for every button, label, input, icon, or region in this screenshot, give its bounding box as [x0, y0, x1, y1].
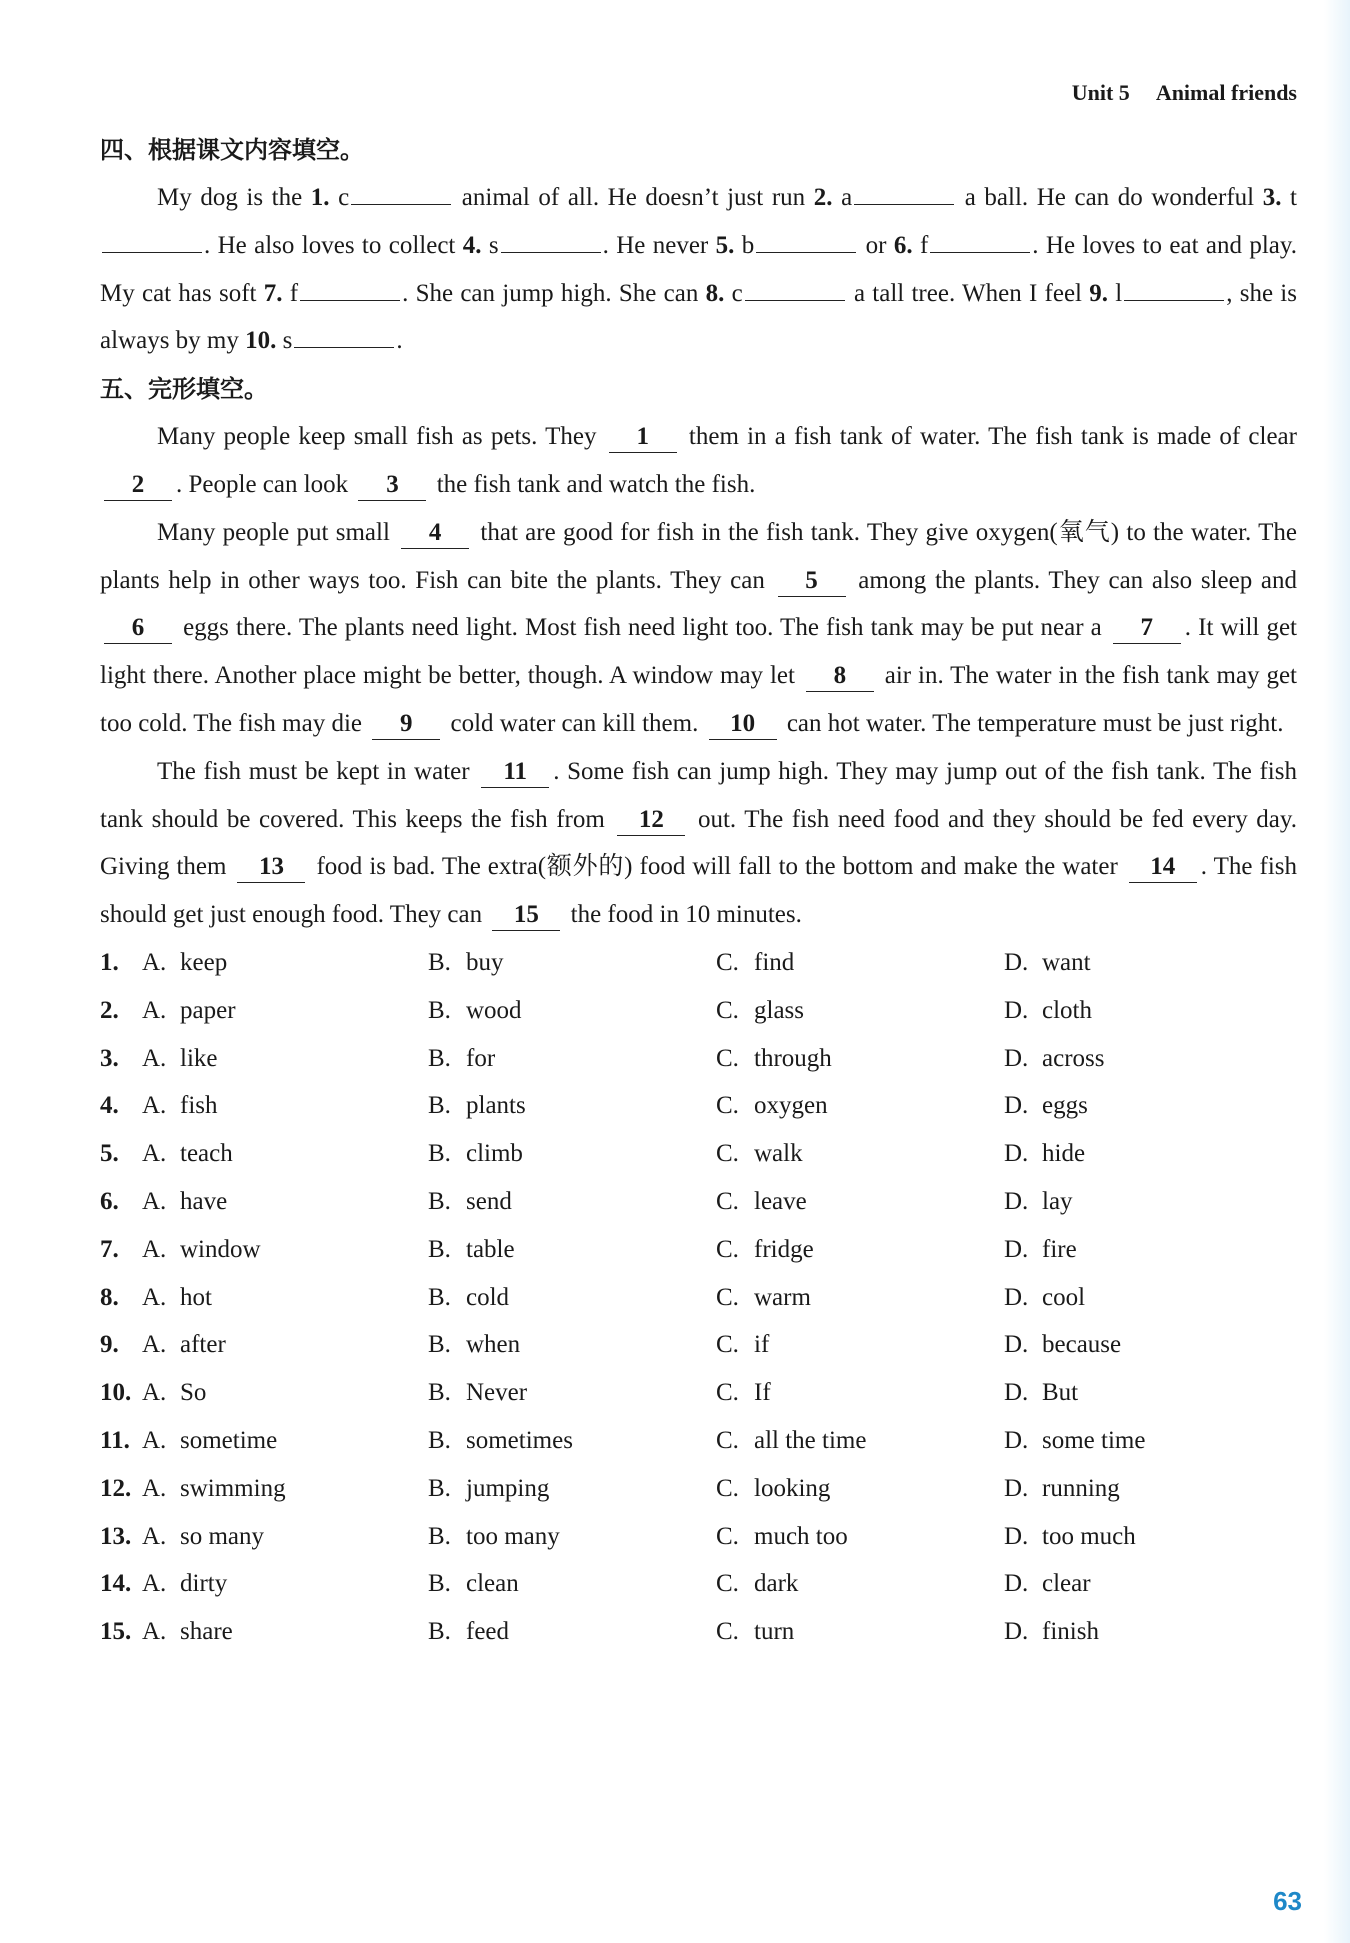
blank-number: 2.: [813, 184, 833, 211]
option-c[interactable]: [716, 939, 1004, 987]
option-b[interactable]: [428, 1082, 716, 1130]
option-c[interactable]: [716, 1321, 1004, 1369]
option-letter: A.: [142, 948, 167, 976]
option-d[interactable]: [1004, 1608, 1284, 1656]
option-letter: D.: [1004, 1140, 1029, 1168]
question-row: [100, 1035, 1297, 1083]
option-b[interactable]: [428, 1321, 716, 1369]
cloze-blank[interactable]: 5: [778, 566, 846, 597]
question-row: [100, 1369, 1297, 1417]
fill-in-blank[interactable]: [745, 274, 845, 301]
option-letter: C.: [716, 996, 739, 1024]
passage-text: among the plants. They can also sleep and: [849, 566, 1297, 594]
option-c[interactable]: [716, 1035, 1004, 1083]
passage-text: f: [282, 279, 299, 307]
cloze-blank[interactable]: 15: [492, 900, 560, 931]
cloze-blank[interactable]: 1: [609, 422, 677, 453]
option-b[interactable]: [428, 1130, 716, 1178]
option-text: for: [466, 1044, 496, 1072]
option-letter: D.: [1004, 1283, 1029, 1311]
fill-in-blank[interactable]: [930, 226, 1030, 253]
fill-in-blank[interactable]: [351, 178, 451, 205]
option-text: swimming: [180, 1474, 286, 1502]
option-b[interactable]: [428, 1226, 716, 1274]
blank-number: 7.: [263, 279, 283, 307]
question-row: [100, 1178, 1297, 1226]
option-letter: A.: [142, 1379, 167, 1407]
option-text: sometime: [180, 1426, 278, 1454]
cloze-blank[interactable]: 3: [358, 470, 426, 501]
option-text: finish: [1042, 1618, 1099, 1646]
option-c[interactable]: [716, 1082, 1004, 1130]
option-text: But: [1042, 1379, 1079, 1407]
option-d[interactable]: [1004, 939, 1284, 987]
option-b[interactable]: [428, 987, 716, 1035]
question-number: 3.: [100, 1044, 119, 1072]
option-a[interactable]: [142, 1178, 428, 1226]
option-c[interactable]: [716, 1465, 1004, 1513]
option-letter: B.: [428, 1379, 451, 1407]
passage-text: Many people put small: [157, 518, 398, 546]
option-letter: D.: [1004, 1570, 1029, 1598]
option-a[interactable]: [142, 1321, 428, 1369]
fill-in-blank[interactable]: [756, 226, 856, 253]
option-letter: C.: [716, 948, 739, 976]
fill-in-blank[interactable]: [294, 321, 394, 348]
question-number: 1.: [100, 948, 119, 976]
option-text: So: [180, 1379, 207, 1407]
option-a[interactable]: [142, 939, 428, 987]
option-a[interactable]: [142, 1608, 428, 1656]
option-text: jumping: [466, 1474, 550, 1502]
question-number: 9.: [100, 1331, 119, 1359]
passage-text: c: [724, 279, 743, 307]
option-letter: A.: [142, 1426, 167, 1454]
passage-text: s: [276, 327, 293, 355]
passage-text: Many people keep small fish as pets. They: [157, 423, 605, 451]
option-letter: D.: [1004, 1044, 1029, 1072]
option-text: turn: [754, 1618, 795, 1646]
question-row: [100, 1560, 1297, 1608]
blank-number: 5.: [715, 231, 735, 259]
option-letter: B.: [428, 1283, 451, 1311]
passage-text: animal of all. He doesn’t just run: [453, 184, 814, 211]
question-row: [100, 1513, 1297, 1561]
option-a[interactable]: [142, 987, 428, 1035]
running-header: [1072, 80, 1297, 106]
option-text: dark: [754, 1570, 799, 1598]
option-d[interactable]: [1004, 1082, 1284, 1130]
cloze-blank[interactable]: 7: [1113, 613, 1181, 644]
option-letter: A.: [142, 1522, 167, 1550]
option-text: hot: [180, 1283, 212, 1311]
option-text: If: [754, 1379, 771, 1407]
option-letter: C.: [716, 1379, 739, 1407]
cloze-blank[interactable]: 13: [237, 852, 305, 883]
option-letter: B.: [428, 1426, 451, 1454]
option-letter: D.: [1004, 1618, 1029, 1646]
option-letter: B.: [428, 1044, 451, 1072]
passage-text: s: [481, 231, 499, 259]
option-d[interactable]: [1004, 1513, 1284, 1561]
fill-in-blank[interactable]: [102, 226, 202, 253]
page-number: 63: [1273, 1886, 1302, 1916]
option-letter: B.: [428, 1474, 451, 1502]
option-d[interactable]: [1004, 1130, 1284, 1178]
option-text: like: [180, 1044, 218, 1072]
question-number: 7.: [100, 1235, 119, 1263]
option-text: share: [180, 1618, 233, 1646]
fill-in-blank[interactable]: [300, 274, 400, 301]
fill-in-blank[interactable]: [501, 226, 601, 253]
option-d[interactable]: [1004, 1465, 1284, 1513]
option-a[interactable]: [142, 1274, 428, 1322]
option-text: have: [180, 1187, 228, 1215]
option-b[interactable]: [428, 1274, 716, 1322]
option-letter: A.: [142, 996, 167, 1024]
passage-text: c: [329, 184, 350, 211]
option-letter: B.: [428, 1187, 451, 1215]
cloze-blank[interactable]: 6: [104, 613, 172, 644]
option-text: send: [466, 1187, 512, 1215]
option-text: Never: [466, 1379, 528, 1407]
option-a[interactable]: [142, 1035, 428, 1083]
option-text: because: [1042, 1331, 1122, 1359]
option-letter: A.: [142, 1092, 167, 1120]
option-b[interactable]: [428, 1369, 716, 1417]
question-row: [100, 1130, 1297, 1178]
question-number: 8.: [100, 1283, 119, 1311]
option-text: when: [466, 1331, 521, 1359]
option-letter: A.: [142, 1618, 167, 1646]
passage-text: the food in 10 minutes.: [564, 901, 802, 929]
question-number: 13.: [100, 1522, 132, 1550]
option-b[interactable]: [428, 1417, 716, 1465]
passage-text: the fish tank and watch the fish.: [430, 470, 756, 498]
option-letter: B.: [428, 1092, 451, 1120]
passage-text: . It will get light there. Another place might be better, though. A window may let: [100, 614, 1297, 690]
fill-in-blank[interactable]: [854, 178, 954, 205]
option-text: sometimes: [466, 1426, 573, 1454]
cloze-blank[interactable]: 9: [372, 709, 440, 740]
option-letter: B.: [428, 996, 451, 1024]
passage-text: . The fish should get just enough food. They can: [100, 853, 1297, 929]
option-text: find: [754, 948, 795, 976]
option-letter: C.: [716, 1187, 739, 1215]
option-text: leave: [754, 1187, 807, 1215]
option-letter: C.: [716, 1140, 739, 1168]
option-text: cold: [466, 1283, 510, 1311]
option-b[interactable]: [428, 1178, 716, 1226]
option-a[interactable]: [142, 1226, 428, 1274]
passage-text: f: [912, 231, 929, 259]
option-letter: C.: [716, 1235, 739, 1263]
option-text: lay: [1042, 1187, 1073, 1215]
option-d[interactable]: [1004, 1560, 1284, 1608]
option-text: looking: [754, 1474, 831, 1502]
option-letter: D.: [1004, 948, 1029, 976]
option-a[interactable]: [142, 1082, 428, 1130]
option-text: cool: [1042, 1283, 1086, 1311]
option-a[interactable]: [142, 1465, 428, 1513]
cloze-paragraph: [100, 413, 1297, 509]
passage-text: . He also loves to collect: [204, 231, 463, 259]
option-text: much too: [754, 1522, 848, 1550]
blank-number: 3.: [1262, 184, 1282, 211]
option-letter: A.: [142, 1187, 167, 1215]
option-letter: D.: [1004, 1522, 1029, 1550]
option-a[interactable]: [142, 1417, 428, 1465]
passage-text: . He never: [602, 231, 716, 259]
option-c[interactable]: [716, 987, 1004, 1035]
option-c[interactable]: [716, 1369, 1004, 1417]
option-c[interactable]: [716, 1513, 1004, 1561]
option-c[interactable]: [716, 1560, 1004, 1608]
option-text: walk: [754, 1140, 803, 1168]
passage-text: out. The fish need food and they should be fed every day. Giving them: [100, 805, 1297, 881]
option-text: want: [1042, 948, 1091, 976]
option-letter: A.: [142, 1331, 167, 1359]
question-number: 5.: [100, 1140, 119, 1168]
option-letter: A.: [142, 1283, 167, 1311]
option-letter: C.: [716, 1283, 739, 1311]
passage-text: . Some fish can jump high. They may jump out of the fish tank. The fish tank should be covered. This keeps the fish from: [100, 757, 1297, 833]
option-text: too many: [466, 1522, 560, 1550]
question-number: 4.: [100, 1092, 119, 1120]
option-a[interactable]: [142, 1513, 428, 1561]
option-text: climb: [466, 1140, 523, 1168]
cloze-blank[interactable]: 10: [709, 709, 777, 740]
option-text: through: [754, 1044, 832, 1072]
option-text: paper: [180, 996, 236, 1024]
option-letter: A.: [142, 1474, 167, 1502]
option-d[interactable]: [1004, 1321, 1284, 1369]
option-text: so many: [180, 1522, 265, 1550]
option-letter: D.: [1004, 1426, 1029, 1454]
passage-text: cold water can kill them.: [444, 709, 705, 737]
option-letter: A.: [142, 1044, 167, 1072]
option-b[interactable]: [428, 1035, 716, 1083]
option-c[interactable]: [716, 1130, 1004, 1178]
page-edge-tint: [1324, 0, 1350, 1943]
passage-text: them in a fish tank of water. The fish tank is made of clear: [680, 423, 1297, 451]
section-5-passage: [100, 413, 1297, 939]
blank-number: 8.: [705, 279, 725, 307]
option-letter: A.: [142, 1570, 167, 1598]
option-c[interactable]: [716, 1417, 1004, 1465]
option-letter: C.: [716, 1331, 739, 1359]
option-letter: C.: [716, 1474, 739, 1502]
option-letter: B.: [428, 1522, 451, 1550]
option-text: teach: [180, 1140, 233, 1168]
option-letter: A.: [142, 1235, 167, 1263]
option-letter: C.: [716, 1092, 739, 1120]
option-text: if: [754, 1331, 770, 1359]
option-letter: D.: [1004, 1092, 1029, 1120]
option-a[interactable]: [142, 1369, 428, 1417]
question-row: [100, 1321, 1297, 1369]
question-row: [100, 1274, 1297, 1322]
option-text: running: [1042, 1474, 1120, 1502]
passage-text: a tall tree. When I feel: [846, 279, 1090, 307]
option-text: wood: [466, 996, 522, 1024]
cloze-blank[interactable]: 4: [401, 518, 469, 549]
option-text: some time: [1042, 1426, 1146, 1454]
option-c[interactable]: [716, 1178, 1004, 1226]
cloze-paragraph: [100, 748, 1297, 939]
option-text: window: [180, 1235, 261, 1263]
option-b[interactable]: [428, 939, 716, 987]
passage-text: air in. The water in the fish tank may get too cold. The fish may die: [100, 662, 1297, 737]
cloze-blank[interactable]: 11: [481, 757, 549, 788]
section-4-title: 四、根据课文内容填空。: [100, 136, 364, 164]
option-b[interactable]: [428, 1513, 716, 1561]
blank-number: 9.: [1089, 279, 1109, 307]
option-text: oxygen: [754, 1092, 828, 1120]
option-d[interactable]: [1004, 1274, 1284, 1322]
option-text: clean: [466, 1570, 519, 1598]
passage-text: that are good for fish in the fish tank. They give oxygen(氧气) to the water. The plants help in other ways too. Fish can bite the plants. They can: [100, 518, 1297, 594]
question-row: [100, 1226, 1297, 1274]
option-letter: B.: [428, 1331, 451, 1359]
question-row: [100, 1608, 1297, 1656]
passage-text: food is bad. The extra(额外的) food will fall to the bottom and make the water: [309, 853, 1125, 881]
cloze-paragraph: [100, 509, 1297, 748]
cloze-blank[interactable]: 14: [1129, 852, 1197, 883]
question-row: [100, 987, 1297, 1035]
option-d[interactable]: [1004, 1226, 1284, 1274]
option-letter: B.: [428, 1618, 451, 1646]
option-c[interactable]: [716, 1608, 1004, 1656]
option-letter: C.: [716, 1426, 739, 1454]
option-a[interactable]: [142, 1560, 428, 1608]
cloze-blank[interactable]: 2: [104, 470, 172, 501]
question-row: [100, 1082, 1297, 1130]
option-letter: D.: [1004, 996, 1029, 1024]
passage-text: . He loves to eat and play. My cat has soft: [100, 231, 1298, 307]
question-number: 14.: [100, 1570, 132, 1598]
option-c[interactable]: [716, 1274, 1004, 1322]
question-row: [100, 939, 1297, 987]
option-text: fridge: [754, 1235, 814, 1263]
passage-text: The fish must be kept in water: [157, 757, 478, 785]
option-letter: C.: [716, 1570, 739, 1598]
option-letter: D.: [1004, 1235, 1029, 1263]
option-text: fire: [1042, 1235, 1077, 1263]
option-letter: C.: [716, 1618, 739, 1646]
passage-text: . She can jump high. She can: [402, 279, 706, 307]
option-letter: C.: [716, 1522, 739, 1550]
blank-number: 1.: [310, 184, 330, 211]
cloze-blank[interactable]: 8: [806, 661, 874, 692]
option-b[interactable]: [428, 1608, 716, 1656]
blank-number: 6.: [893, 231, 913, 259]
option-text: keep: [180, 948, 228, 976]
question-number: 10.: [100, 1379, 132, 1407]
question-row: [100, 1465, 1297, 1513]
option-text: fish: [180, 1092, 218, 1120]
option-letter: B.: [428, 948, 451, 976]
option-text: buy: [466, 948, 504, 976]
option-text: plants: [466, 1092, 526, 1120]
option-a[interactable]: [142, 1130, 428, 1178]
option-text: hide: [1042, 1140, 1086, 1168]
passage-text: . People can look: [176, 470, 355, 498]
option-d[interactable]: [1004, 1035, 1284, 1083]
option-text: too much: [1042, 1522, 1136, 1550]
option-letter: B.: [428, 1140, 451, 1168]
option-text: dirty: [180, 1570, 228, 1598]
passage-text: t: [1281, 184, 1297, 211]
passage-text: b: [734, 231, 755, 259]
passage-text: My dog is the: [157, 184, 311, 211]
passage-text: .: [396, 327, 403, 355]
option-d[interactable]: [1004, 1369, 1284, 1417]
option-text: table: [466, 1235, 515, 1263]
cloze-blank[interactable]: 12: [617, 805, 685, 836]
option-letter: A.: [142, 1140, 167, 1168]
unit-label: Unit 5: [1071, 80, 1130, 105]
question-number: 11.: [100, 1426, 130, 1454]
option-text: cloth: [1042, 996, 1092, 1024]
passage-text: l: [1108, 279, 1123, 307]
option-b[interactable]: [428, 1465, 716, 1513]
fill-in-blank[interactable]: [1124, 274, 1224, 301]
option-letter: D.: [1004, 1187, 1029, 1215]
option-d[interactable]: [1004, 987, 1284, 1035]
section-4-passage: [100, 174, 1297, 365]
option-letter: C.: [716, 1044, 739, 1072]
option-b[interactable]: [428, 1560, 716, 1608]
question-number: 15.: [100, 1618, 132, 1646]
answer-options: [100, 939, 1297, 1656]
section-5-title: 五、完形填空。: [100, 375, 268, 404]
question-number: 2.: [100, 996, 119, 1024]
option-d[interactable]: [1004, 1417, 1284, 1465]
page-content: [100, 126, 1297, 1656]
option-letter: B.: [428, 1235, 451, 1263]
blank-number: 4.: [462, 231, 482, 259]
option-d[interactable]: [1004, 1178, 1284, 1226]
passage-text: a: [832, 184, 853, 211]
unit-title: Animal friends: [1155, 80, 1297, 105]
option-letter: D.: [1004, 1379, 1029, 1407]
option-text: warm: [754, 1283, 811, 1311]
passage-text: or: [858, 231, 894, 259]
blank-number: 10.: [245, 327, 277, 355]
option-text: feed: [466, 1618, 510, 1646]
passage-text: a ball. He can do wonderful: [956, 184, 1263, 211]
option-letter: D.: [1004, 1474, 1029, 1502]
option-text: after: [180, 1331, 226, 1359]
passage-text: eggs there. The plants need light. Most fish need light too. The fish tank may be put near a: [176, 614, 1109, 642]
question-row: [100, 1417, 1297, 1465]
option-letter: D.: [1004, 1331, 1029, 1359]
passage-text: , she is always by my: [100, 279, 1297, 355]
option-text: clear: [1042, 1570, 1091, 1598]
option-text: across: [1042, 1044, 1105, 1072]
question-number: 12.: [100, 1474, 132, 1502]
option-letter: B.: [428, 1570, 451, 1598]
option-text: all the time: [754, 1426, 867, 1454]
option-text: glass: [754, 996, 804, 1024]
passage-text: can hot water. The temperature must be just right.: [780, 709, 1284, 737]
option-text: eggs: [1042, 1092, 1088, 1120]
question-number: 6.: [100, 1187, 119, 1215]
option-c[interactable]: [716, 1226, 1004, 1274]
